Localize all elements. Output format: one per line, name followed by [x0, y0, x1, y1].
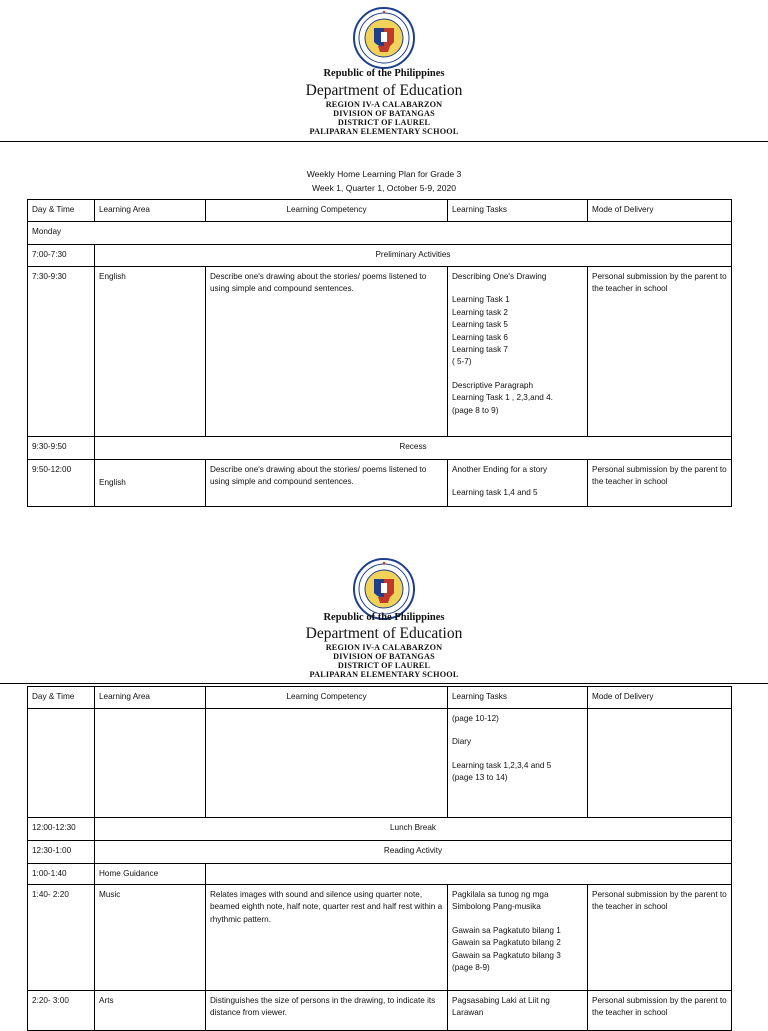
task-line: Gawain sa Pagkatuto bilang 1 — [452, 925, 561, 935]
col-learning-tasks: Learning Tasks — [448, 687, 588, 709]
area-cell: Arts — [95, 991, 206, 1031]
mode-cell: Personal submission by the parent to the teacher in school — [588, 267, 732, 437]
school-line: PALIPARAN ELEMENTARY SCHOOL — [309, 127, 459, 136]
time-cell: 1:00-1:40 — [28, 864, 95, 885]
tasks-cell — [448, 460, 588, 507]
activity-cell: Recess — [95, 437, 732, 460]
time-cell: 1:40- 2:20 — [28, 885, 95, 991]
col-learning-tasks: Learning Tasks — [448, 200, 588, 222]
col-day-time: Day & Time — [28, 687, 95, 709]
tasks-cell — [448, 991, 588, 1031]
spacer — [452, 476, 583, 487]
task-line: Learning task 5 — [452, 320, 508, 330]
area-cell: English — [95, 267, 206, 437]
tasks-cell — [448, 709, 588, 818]
header-divider — [0, 141, 768, 142]
activity-cell: Preliminary Activities — [95, 245, 732, 267]
col-mode-of-delivery: Mode of Delivery — [588, 687, 732, 709]
day-label: Monday — [28, 222, 732, 245]
task-line: Learning task 7 — [452, 345, 508, 355]
task-line: (page 8-9) — [452, 963, 490, 973]
table-row — [28, 991, 732, 1031]
task-line: Diary — [452, 737, 472, 747]
competency-cell: Relates images with sound and silence using quarter note, beamed eighth note, half note, quarter rest and half rest within a rhythmic pattern. — [206, 885, 448, 991]
task-line: Learning Task 1 — [452, 295, 510, 305]
task-line: (page 10-12) — [452, 714, 499, 723]
col-learning-area: Learning Area — [95, 687, 206, 709]
tasks-cell — [448, 885, 588, 991]
mode-cell: Personal submission by the parent to the teacher in school — [588, 460, 732, 507]
task-line: Gawain sa Pagkatuto bilang 2 — [452, 938, 561, 948]
plan-week: Week 1, Quarter 1, October 5-9, 2020 — [311, 183, 457, 193]
time-cell: 12:30-1:00 — [28, 841, 95, 864]
time-cell — [28, 709, 95, 818]
school-line: PALIPARAN ELEMENTARY SCHOOL — [309, 670, 459, 679]
empty-cell — [206, 864, 732, 885]
table-row — [28, 245, 732, 267]
spacer — [452, 283, 583, 294]
table-header-row — [28, 200, 732, 222]
competency-cell: Describe one's drawing about the stories/ poems listened to using simple and compound sentences. — [206, 267, 448, 437]
task-line: (page 13 to 14) — [452, 773, 508, 783]
republic-line: Republic of the Philippines — [323, 68, 445, 79]
division-line: DIVISION OF BATANGAS — [333, 652, 435, 661]
time-cell: 9:30-9:50 — [28, 437, 95, 460]
task-line: Another Ending for a story — [452, 465, 548, 474]
task-line: (page 8 to 9) — [452, 405, 499, 415]
mode-cell — [588, 709, 732, 818]
mode-cell: Personal submission by the parent to the teacher in school — [588, 991, 732, 1031]
department-title: Department of Education — [305, 82, 463, 99]
task-line: Learning task 6 — [452, 332, 508, 342]
competency-cell: Describe one's drawing about the stories/ poems listened to using simple and compound sentences. — [206, 460, 448, 507]
competency-cell: Distinguishes the size of persons in the drawing, to indicate its distance from viewer. — [206, 991, 448, 1031]
spacer — [452, 369, 583, 380]
time-cell: 2:20- 3:00 — [28, 991, 95, 1031]
table-row — [28, 885, 732, 991]
learning-plan-table-1 — [27, 199, 732, 507]
area-cell: Music — [95, 885, 206, 991]
col-day-time: Day & Time — [28, 200, 95, 222]
spacer — [452, 749, 583, 760]
task-line: Larawan — [452, 1008, 484, 1018]
region-line: REGION IV-A CALABARZON — [325, 643, 443, 652]
activity-cell: Lunch Break — [95, 818, 732, 841]
task-line: Simbolong Pang-musika — [452, 902, 541, 912]
task-line: Pagkilala sa tunog ng mga — [452, 890, 549, 899]
division-line: DIVISION OF BATANGAS — [333, 109, 435, 118]
time-cell: 7:30-9:30 — [28, 267, 95, 437]
task-line: Pagsasabing Laki at Liit ng — [452, 996, 550, 1005]
table-row-day — [28, 222, 732, 245]
task-line: Learning task 2 — [452, 307, 508, 317]
col-learning-competency: Learning Competency — [206, 200, 448, 222]
table-row — [28, 437, 732, 460]
area-cell — [95, 709, 206, 818]
table-row — [28, 267, 732, 437]
task-line: Describing One's Drawing — [452, 272, 547, 281]
task-line: Gawain sa Pagkatuto bilang 3 — [452, 950, 561, 960]
header-divider — [0, 683, 768, 684]
time-cell: 9:50-12:00 — [28, 460, 95, 507]
table-row — [28, 709, 732, 818]
department-title: Department of Education — [305, 625, 463, 642]
time-cell: 7:00-7:30 — [28, 245, 95, 267]
region-line: REGION IV-A CALABARZON — [325, 100, 443, 109]
task-line: Descriptive Paragraph — [452, 380, 534, 390]
spacer — [452, 725, 583, 736]
col-learning-area: Learning Area — [95, 200, 206, 222]
mode-cell: Personal submission by the parent to the teacher in school — [588, 885, 732, 991]
republic-line: Republic of the Philippines — [323, 612, 445, 623]
deped-seal-icon — [352, 6, 416, 70]
competency-cell — [206, 709, 448, 818]
task-line: Learning task 1,4 and 5 — [452, 488, 538, 498]
area-cell: Home Guidance — [95, 864, 206, 885]
table-row — [28, 818, 732, 841]
plan-title: Weekly Home Learning Plan for Grade 3 — [306, 169, 462, 179]
learning-plan-table-2 — [27, 686, 732, 1031]
table-row — [28, 841, 732, 864]
spacer — [452, 914, 583, 925]
table-row — [28, 460, 732, 507]
district-line: DISTRICT OF LAUREL — [337, 661, 431, 670]
task-line: Learning task 1,2,3,4 and 5 — [452, 760, 552, 770]
task-line: ( 5-7) — [452, 357, 472, 367]
tasks-cell — [448, 267, 588, 437]
activity-cell: Reading Activity — [95, 841, 732, 864]
table-header-row — [28, 687, 732, 709]
col-mode-of-delivery: Mode of Delivery — [588, 200, 732, 222]
time-cell: 12:00-12:30 — [28, 818, 95, 841]
district-line: DISTRICT OF LAUREL — [337, 118, 431, 127]
area-cell: English — [95, 460, 206, 507]
table-row — [28, 864, 732, 885]
col-learning-competency: Learning Competency — [206, 687, 448, 709]
task-line: Learning Task 1 , 2,3,and 4. — [452, 393, 553, 403]
